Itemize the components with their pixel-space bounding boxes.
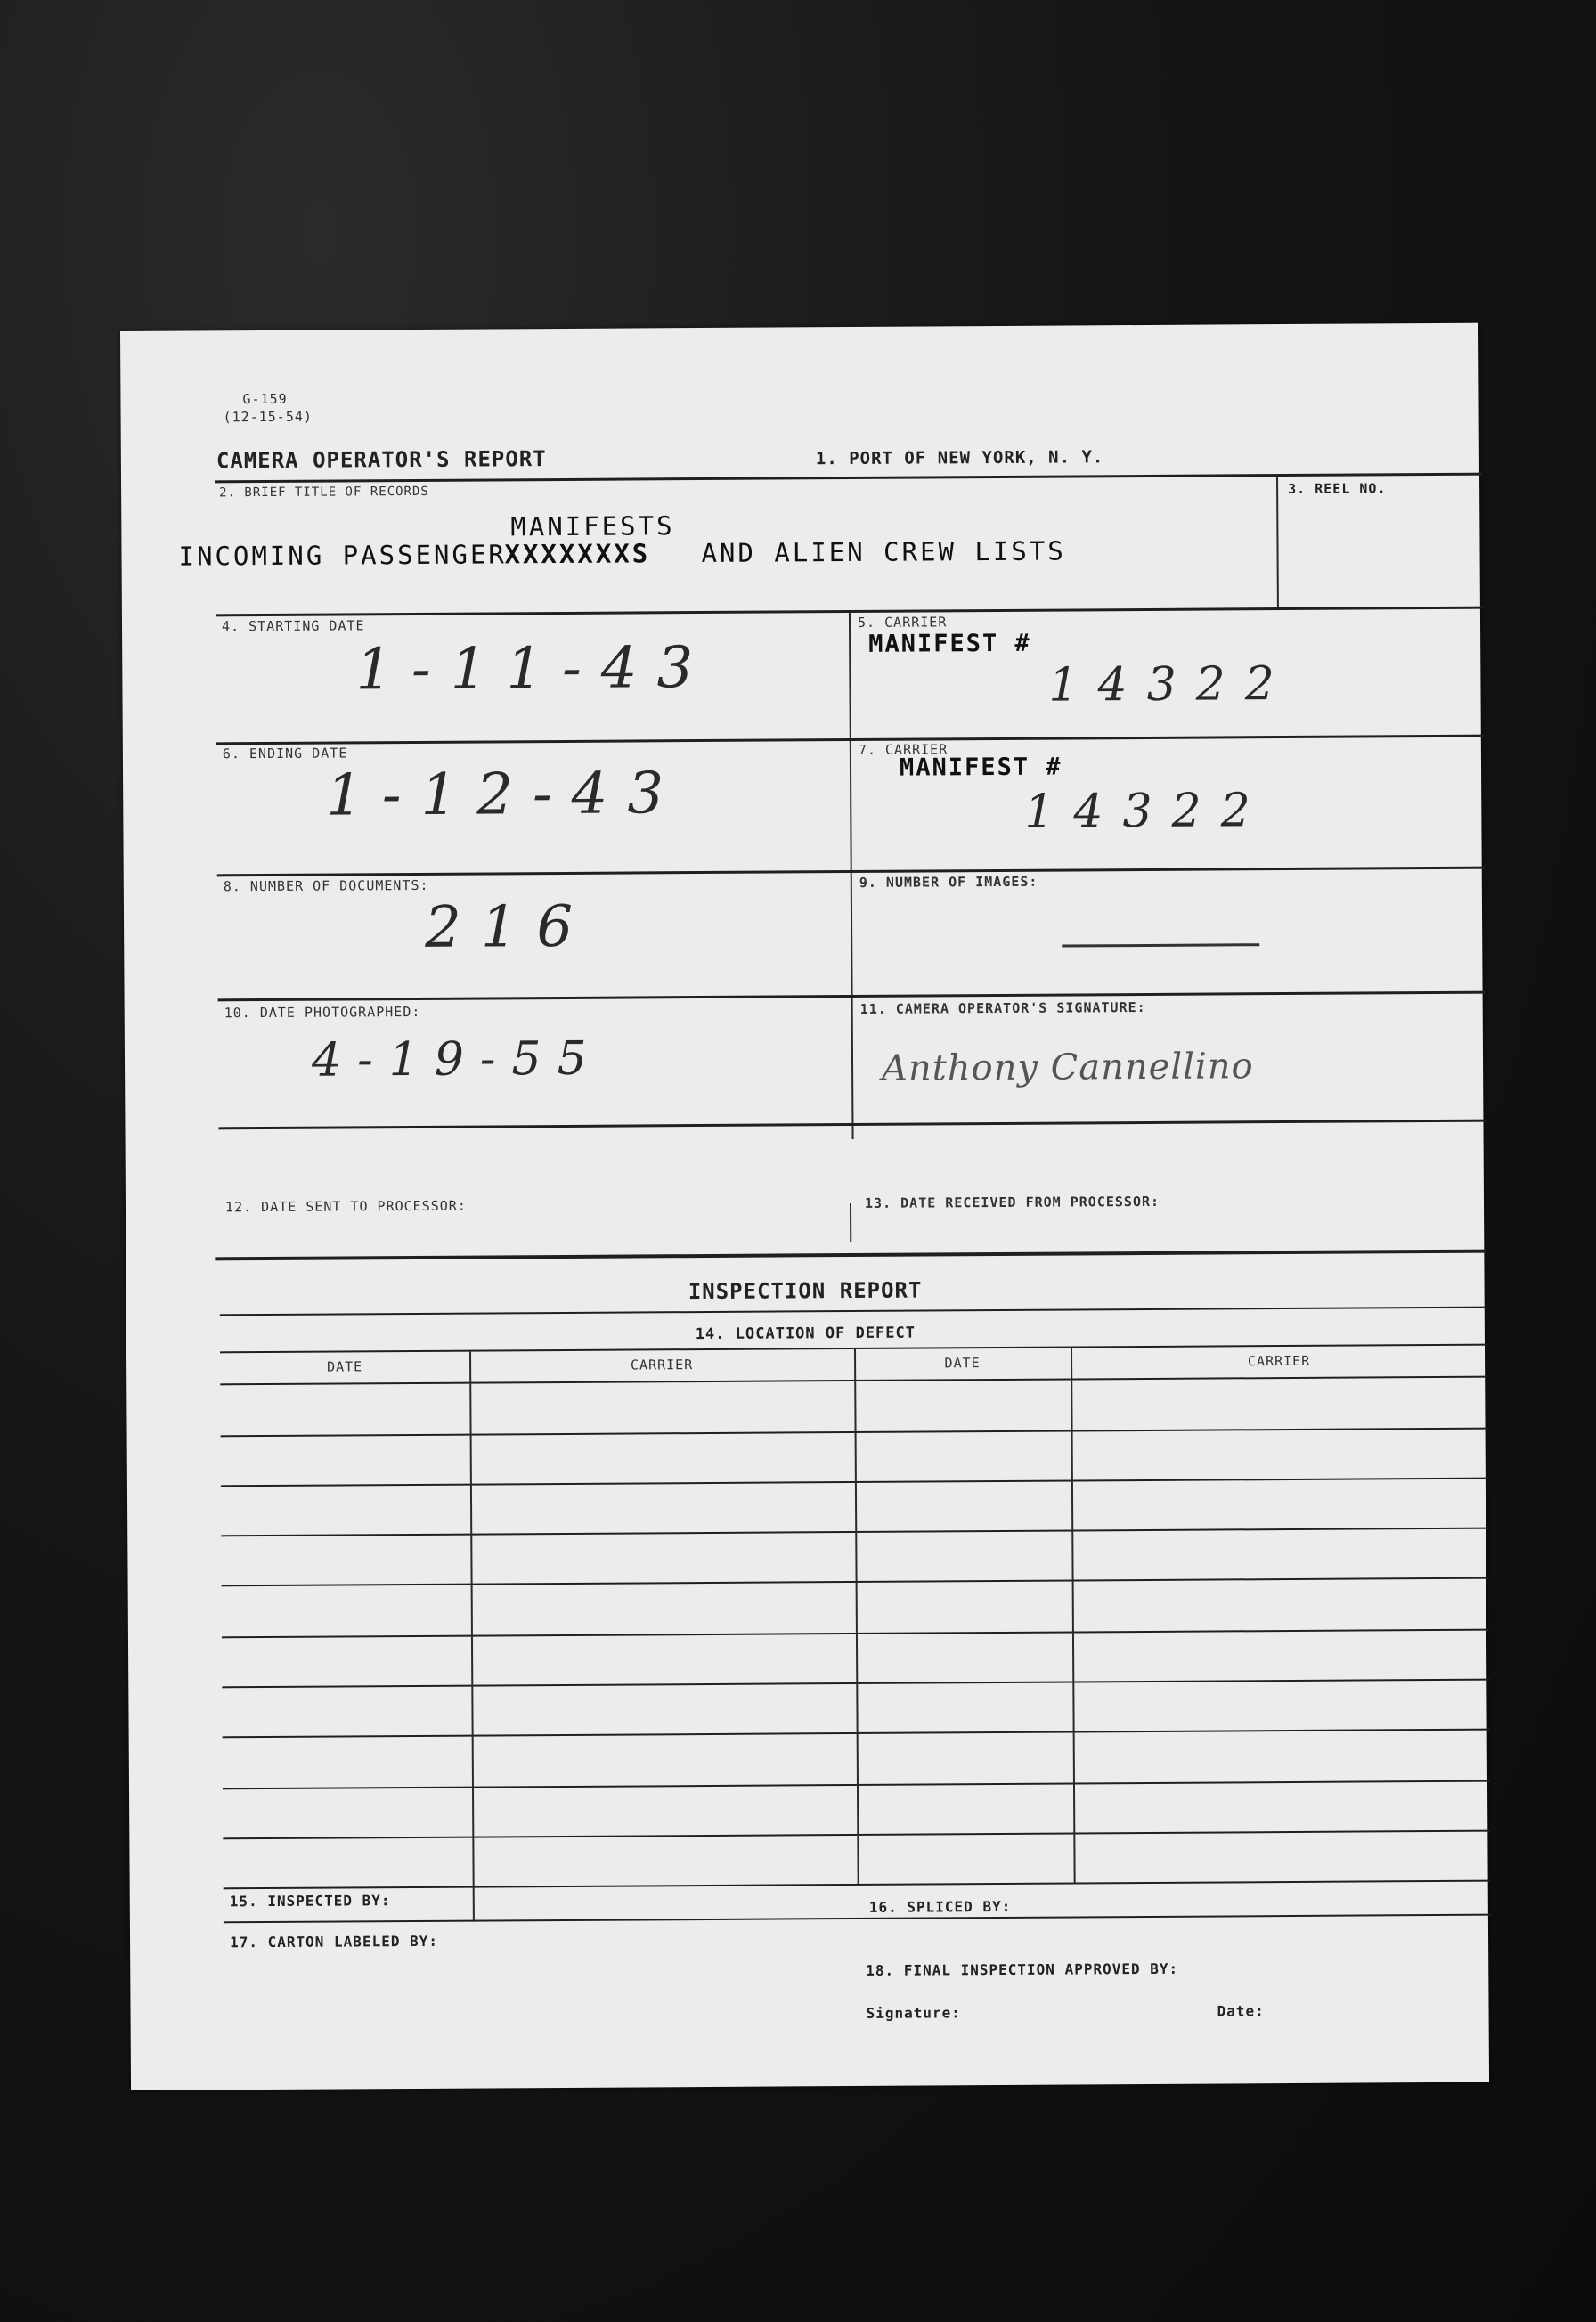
carrier-5-typed: MANIFEST #	[868, 629, 1031, 658]
column-header-date-2: DATE	[944, 1355, 981, 1372]
camera-operator-report-form	[120, 323, 1489, 2090]
date-received-label: 13. DATE RECEIVED FROM PROCESSOR:	[864, 1193, 1160, 1211]
form-title: CAMERA OPERATOR'S REPORT	[216, 446, 547, 474]
number-of-images-dash	[1062, 943, 1259, 947]
form-revision-date: (12-15-54)	[223, 408, 313, 426]
date-label: Date:	[1217, 2002, 1265, 2020]
inspected-by-label: 15. INSPECTED BY:	[229, 1892, 391, 1911]
reel-no-label: 3. REEL NO.	[1288, 480, 1387, 497]
operator-signature: Anthony Cannellino	[881, 1046, 1254, 1089]
number-of-documents-value: 216	[424, 893, 593, 961]
inspection-report-heading: INSPECTION REPORT	[688, 1277, 923, 1305]
spliced-by-label: 16. SPLICED BY:	[868, 1897, 1012, 1916]
carrier-7-value: 14322	[1024, 784, 1270, 839]
final-inspection-label: 18. FINAL INSPECTION APPROVED BY:	[866, 1959, 1179, 1979]
records-struck-text: XXXXXXXS	[504, 538, 651, 570]
number-of-documents-label: 8. NUMBER OF DOCUMENTS:	[223, 876, 429, 895]
column-header-date-1: DATE	[326, 1358, 363, 1375]
carton-labeled-by-label: 17. CARTON LABELED BY:	[229, 1932, 439, 1951]
date-photographed-label: 10. DATE PHOTOGRAPHED:	[224, 1003, 421, 1022]
column-header-carrier-2: CARRIER	[1247, 1352, 1311, 1370]
starting-date-value: 1-11-43	[355, 634, 713, 704]
form-number: G-159	[242, 390, 288, 408]
date-photographed-value: 4-19-55	[311, 1031, 603, 1088]
carrier-5-value: 14322	[1048, 656, 1295, 713]
carrier-7-label: 7. CARRIER	[858, 741, 949, 758]
port-field: 1. PORT OF NEW YORK, N. Y.	[815, 447, 1104, 469]
date-sent-label: 12. DATE SENT TO PROCESSOR:	[224, 1197, 467, 1216]
records-insert-text: MANIFESTS	[510, 510, 675, 542]
column-header-carrier-1: CARRIER	[630, 1357, 694, 1373]
records-title-part-b: AND ALIEN CREW LISTS	[701, 535, 1066, 569]
starting-date-label: 4. STARTING DATE	[221, 617, 365, 635]
operator-signature-label: 11. CAMERA OPERATOR'S SIGNATURE:	[859, 998, 1146, 1017]
carrier-7-typed: MANIFEST #	[899, 753, 1063, 782]
brief-title-label: 2. BRIEF TITLE OF RECORDS	[219, 484, 429, 501]
ending-date-value: 1-12-43	[325, 761, 684, 829]
records-title-part-a: INCOMING PASSENGER	[178, 539, 507, 572]
number-of-images-label: 9. NUMBER OF IMAGES:	[859, 873, 1038, 891]
carrier-5-label: 5. CARRIER	[857, 614, 948, 631]
signature-label: Signature:	[866, 2004, 961, 2022]
ending-date-label: 6. ENDING DATE	[222, 745, 348, 762]
location-of-defect-label: 14. LOCATION OF DEFECT	[695, 1324, 916, 1344]
